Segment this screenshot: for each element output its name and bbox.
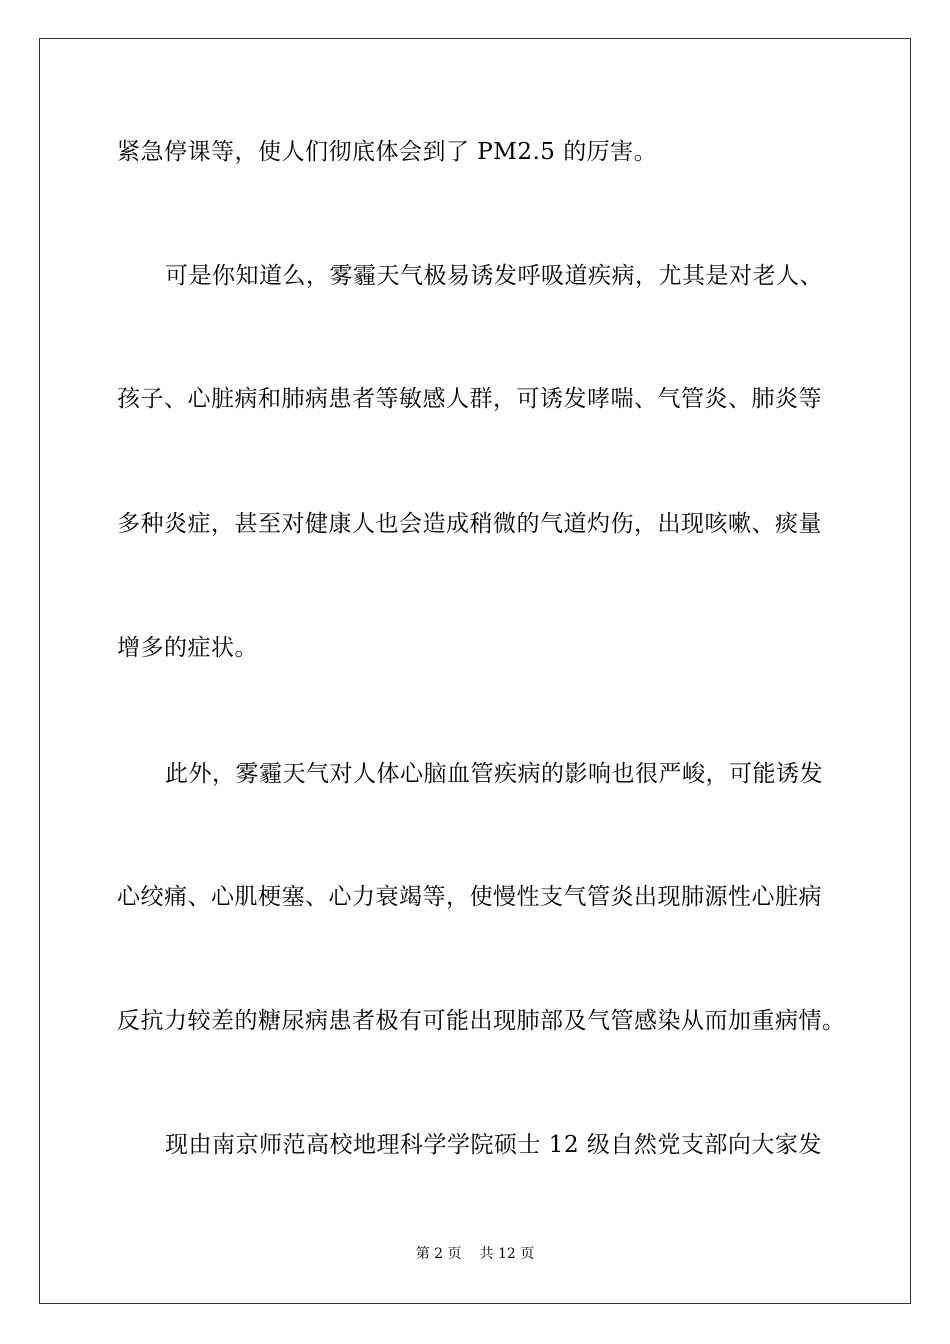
text-line-9: 现由南京师范高校地理科学学院硕士 12 级自然党支部向大家发	[165, 1132, 822, 1158]
text-line-1: 紧急停课等，使人们彻底体会到了 PM2.5 的厉害。	[117, 139, 658, 165]
text-line-3: 孩子、心脏病和肺病患者等敏感人群，可诱发哮喘、气管炎、肺炎等	[117, 386, 822, 412]
page-total: 共 12 页	[479, 1246, 535, 1262]
text-line-7: 心绞痛、心肌梗塞、心力衰竭等，使慢性支气管炎出现肺源性心脏病	[117, 884, 822, 910]
page-footer	[0, 1245, 950, 1263]
text-line-6: 此外，雾霾天气对人体心脑血管疾病的影响也很严峻，可能诱发	[165, 761, 823, 787]
text-line-2: 可是你知道么，雾霾天气极易诱发呼吸道疾病，尤其是对老人、	[165, 263, 823, 289]
page-number: 第 2 页	[415, 1246, 462, 1262]
text-line-8: 反抗力较差的糖尿病患者极有可能出现肺部及气管感染从而加重病情。	[117, 1008, 846, 1034]
text-line-5: 增多的症状。	[117, 635, 258, 661]
page-frame	[39, 38, 911, 1304]
text-line-4: 多种炎症，甚至对健康人也会造成稍微的气道灼伤，出现咳嗽、痰量	[117, 511, 822, 537]
